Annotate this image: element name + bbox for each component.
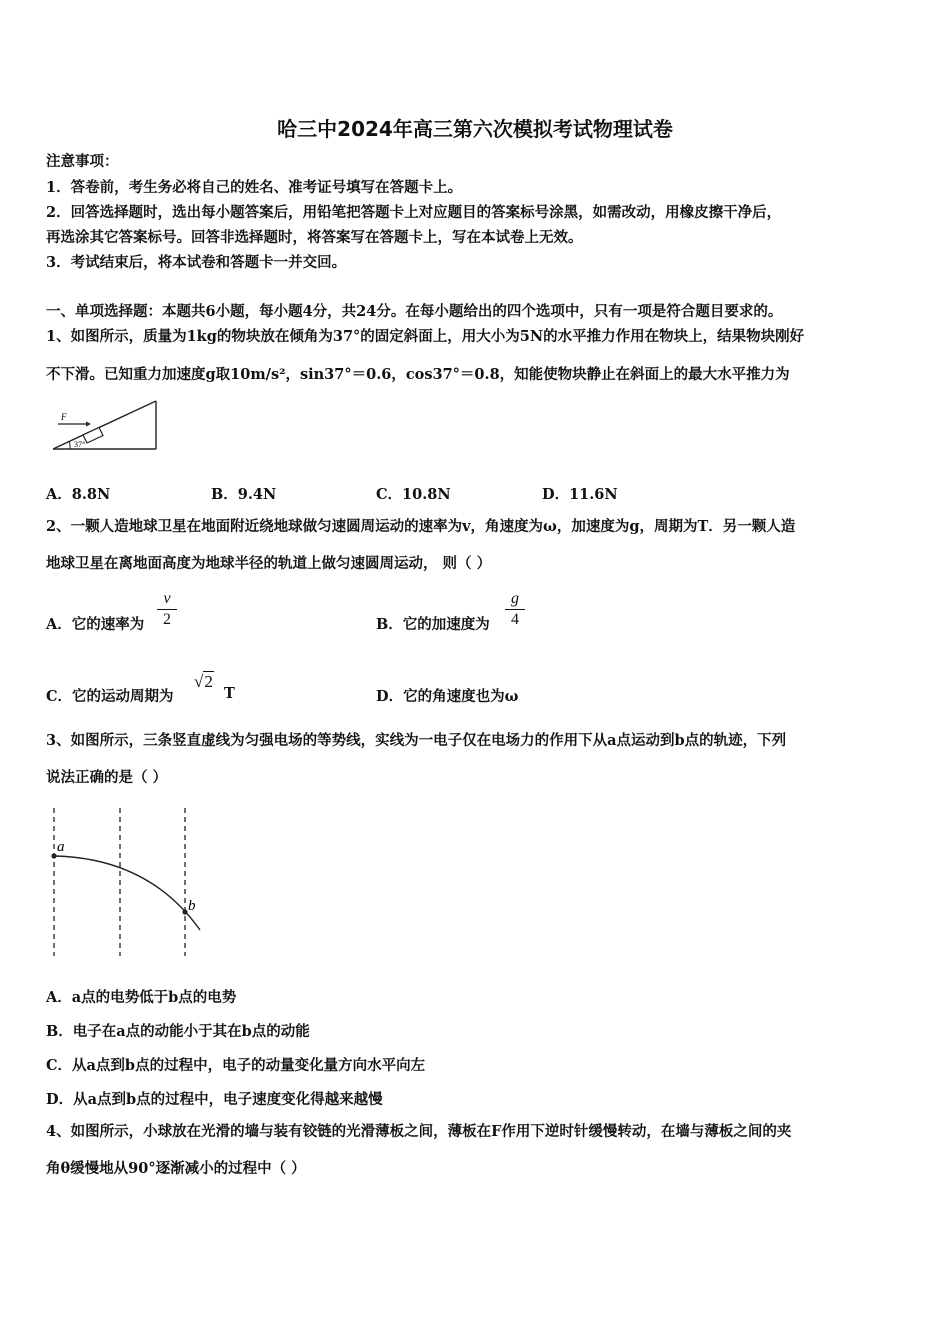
q1-option-d[interactable]: D．11.6N (542, 486, 618, 503)
q3-point-a-label: a (57, 839, 65, 855)
q3-option-a[interactable]: A．a点的电势低于b点的电势 (46, 989, 237, 1006)
q2-option-c-label: C．它的运动周期为 (46, 688, 174, 705)
q3-line2: 说法正确的是（ ） (46, 769, 168, 786)
q2-option-c-sqrt: √2 (194, 672, 213, 691)
q2-line2: 地球卫星在离地面高度为地球半径的轨道上做匀速圆周运动， 则（ ） (46, 555, 492, 572)
q2-line1: 2、一颗人造地球卫星在地面附近绕地球做匀速圆周运动的速率为v，角速度为ω，加速度为g，周期为T．另一颗人造 (46, 518, 796, 535)
q3-field-figure (44, 806, 214, 958)
q3-option-b[interactable]: B．电子在a点的动能小于其在b点的动能 (46, 1023, 310, 1040)
notice-item: 再选涂其它答案标号。回答非选择题时，将答案写在答题卡上，写在本试卷上无效。 (46, 229, 583, 246)
q4-line1: 4、如图所示，小球放在光滑的墙与装有铰链的光滑薄板之间，薄板在F作用下逆时针缓慢转动，在墙与薄板之间的夹 (46, 1123, 792, 1140)
notice-item: 3．考试结束后，将本试卷和答题卡一并交回。 (46, 254, 347, 271)
fraction-denominator: 4 (511, 611, 519, 628)
q1-line2: 不下滑。已知重力加速度g取10m/s²，sin37°＝0.6，cos37°＝0.8，知能使物块静止在斜面上的最大水平推力为 (46, 366, 790, 383)
q2-option-d[interactable]: D．它的角速度也为ω (376, 688, 519, 705)
q4-line2: 角θ缓慢地从90°逐渐减小的过程中（ ） (46, 1160, 306, 1177)
q1-option-c[interactable]: C．10.8N (376, 486, 451, 503)
q1-option-a[interactable]: A．8.8N (46, 486, 111, 503)
q3-line1: 3、如图所示，三条竖直虚线为匀强电场的等势线，实线为一电子仅在电场力的作用下从a点运动到b点的轨迹，下列 (46, 732, 787, 749)
q2-option-b-label: B．它的加速度为 (376, 616, 490, 633)
q2-option-a-fraction (157, 590, 177, 629)
q1-option-b[interactable]: B．9.4N (211, 486, 277, 503)
fraction-denominator: 2 (163, 611, 171, 628)
q3-point-b-label: b (188, 898, 196, 914)
notice-item: 2．回答选择题时，选出每小题答案后，用铅笔把答题卡上对应题目的答案标号涂黑，如需改动，用橡皮擦干净后， (46, 204, 782, 221)
page-title: 哈三中2024年高三第六次模拟考试物理试卷 (277, 117, 673, 141)
fraction-numerator: g (511, 590, 519, 607)
q2-option-b[interactable] (376, 613, 490, 634)
q1-force-label: F (61, 412, 67, 422)
q3-option-c[interactable]: C．从a点到b点的过程中，电子的动量变化量方向水平向左 (46, 1057, 426, 1074)
notice-heading: 注意事项： (46, 153, 119, 170)
q2-option-a-label: A．它的速率为 (46, 616, 145, 633)
q2-option-c-unit: T (224, 685, 235, 702)
notice-item: 1．答卷前，考生务必将自己的姓名、准考证号填写在答题卡上。 (46, 179, 463, 196)
q3-option-d[interactable]: D．从a点到b点的过程中，电子速度变化得越来越慢 (46, 1091, 383, 1108)
fraction-numerator: v (163, 590, 171, 607)
q1-incline-figure (50, 398, 160, 454)
q2-option-b-fraction (505, 590, 525, 629)
q2-option-c[interactable] (46, 685, 174, 706)
section-heading: 一、单项选择题：本题共6小题，每小题4分，共24分。在每小题给出的四个选项中，只有一项是符合题目要求的。 (46, 303, 783, 320)
sqrt-radicand: 2 (204, 672, 213, 691)
q2-option-a[interactable] (46, 613, 144, 634)
q1-line1: 1、如图所示，质量为1kg的物块放在倾角为37°的固定斜面上，用大小为5N的水平推力作用在物块上，结果物块刚好 (46, 328, 805, 345)
q1-angle-label: 37° (74, 440, 86, 449)
